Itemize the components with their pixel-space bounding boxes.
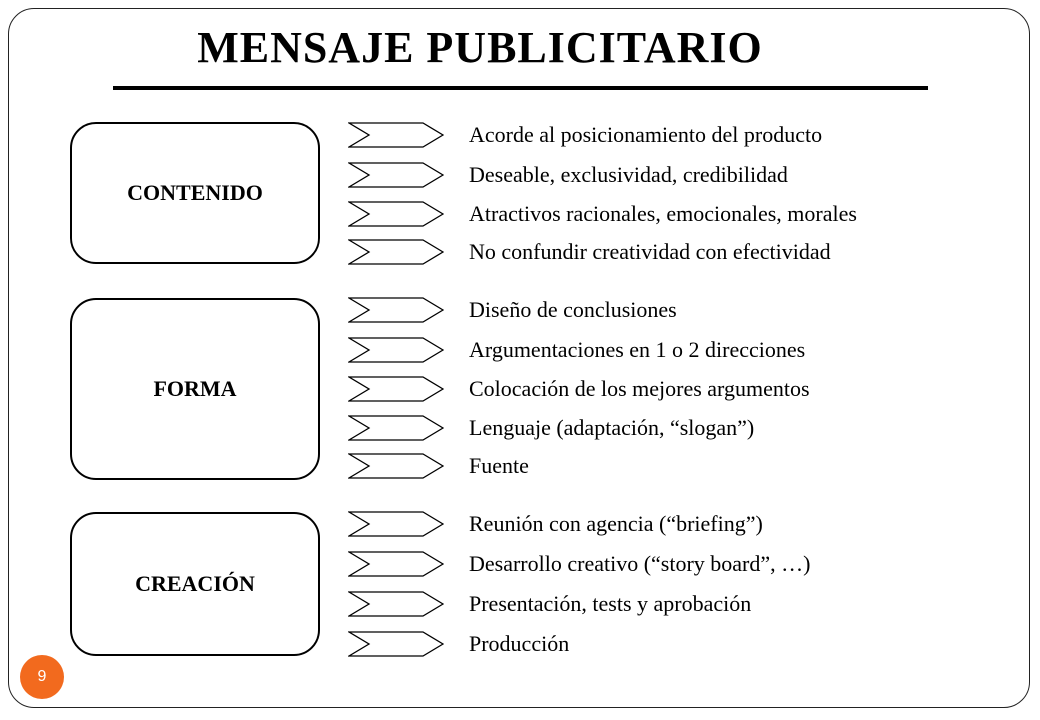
arrow-icon — [348, 415, 444, 441]
list-item: Colocación de los mejores argumentos — [469, 376, 810, 401]
page-title: MENSAJE PUBLICITARIO — [197, 23, 763, 72]
list-item: Desarrollo creativo (“story board”, …) — [469, 551, 811, 576]
arrow-icon — [348, 239, 444, 265]
list-item: Diseño de conclusiones — [469, 297, 677, 322]
arrow-icon — [348, 376, 444, 402]
list-item: Fuente — [469, 453, 529, 478]
list-item: No confundir creatividad con efectividad — [469, 239, 831, 264]
arrow-icon — [348, 453, 444, 479]
list-item: Deseable, exclusividad, credibilidad — [469, 162, 788, 187]
list-item: Atractivos racionales, emocionales, morales — [469, 201, 857, 226]
section-box-contenido: CONTENIDO — [70, 122, 320, 264]
arrow-icon — [348, 631, 444, 657]
arrow-icon — [348, 591, 444, 617]
arrow-icon — [348, 297, 444, 323]
arrow-icon — [348, 201, 444, 227]
arrow-icon — [348, 122, 444, 148]
section-box-creacion: CREACIÓN — [70, 512, 320, 656]
list-item: Argumentaciones en 1 o 2 direcciones — [469, 337, 806, 362]
arrow-icon — [348, 337, 444, 363]
page-number-badge: 9 — [20, 655, 64, 699]
arrow-icon — [348, 551, 444, 577]
list-item: Reunión con agencia (“briefing”) — [469, 511, 763, 536]
section-box-forma: FORMA — [70, 298, 320, 480]
arrow-icon — [348, 511, 444, 537]
list-item: Acorde al posicionamiento del producto — [469, 122, 823, 147]
arrow-icon — [348, 162, 444, 188]
title-underline — [113, 86, 928, 90]
list-item: Producción — [469, 631, 570, 656]
list-item: Presentación, tests y aprobación — [469, 591, 752, 616]
list-item: Lenguaje (adaptación, “slogan”) — [469, 415, 755, 440]
